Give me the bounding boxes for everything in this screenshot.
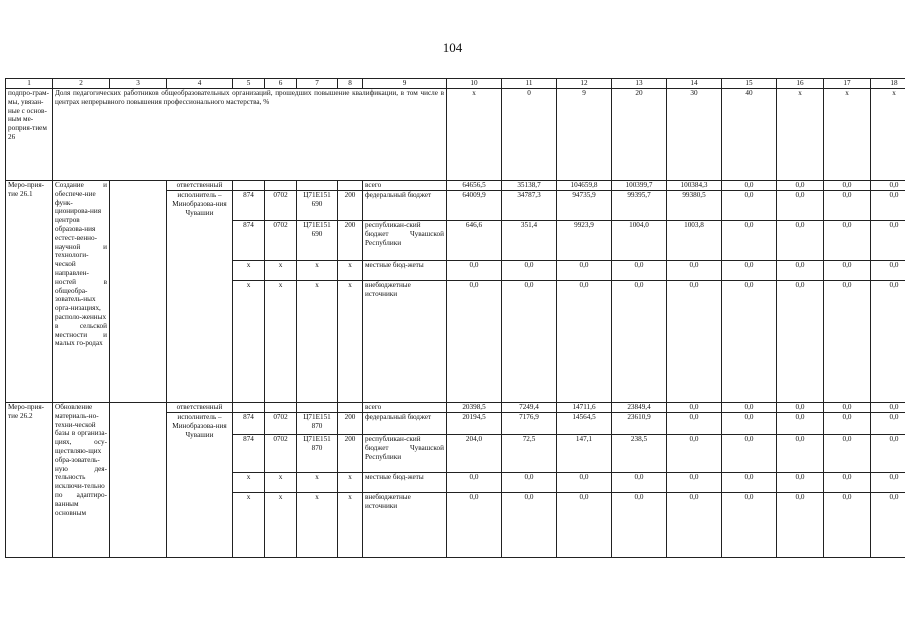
section-code: 0702 [265,435,297,473]
year-value: 0,0 [871,403,905,413]
target-article: x [297,281,338,403]
year-value: 0,0 [777,413,824,435]
indicator-value: x [871,89,905,181]
funding-source: местные бюд-жеты [363,473,447,493]
measure-name: Создание и обеспече-ние функ-ционирова-ния центров образова-ния естест-венно-научной и технологи-ческой направлен-ностей в общеобра-зователь-ных орга-низациях, располо-женных в сельской местности и малых го-родах [53,181,110,403]
year-value: 0,0 [502,473,557,493]
column-header: 8 [338,79,363,89]
year-value: 0,0 [824,403,871,413]
expense-type: x [338,261,363,281]
year-value: 1003,8 [667,221,722,261]
indicator-value: x [777,89,824,181]
expense-type: 200 [338,221,363,261]
target-article: Ц71Е151 690 [297,221,338,261]
year-value: 0,0 [722,493,777,558]
year-value: 0,0 [824,281,871,403]
year-value: 0,0 [722,473,777,493]
year-value: 0,0 [557,261,612,281]
column-header: 1 [6,79,53,89]
year-value: 99380,5 [667,191,722,221]
year-value: 100384,3 [667,181,722,191]
column-header: 13 [612,79,667,89]
year-value: 7249,4 [502,403,557,413]
year-value: 35138,7 [502,181,557,191]
indicator-value: 9 [557,89,612,181]
responsible-executor: исполнитель – Минобразова-ния Чувашии [167,191,233,403]
year-value: 0,0 [447,281,502,403]
section-code: x [265,473,297,493]
target-article: x [297,261,338,281]
column-header: 17 [824,79,871,89]
expense-type: 200 [338,191,363,221]
column-header: 15 [722,79,777,89]
grbs-code [233,403,265,413]
grbs-code: x [233,473,265,493]
year-value: 0,0 [777,493,824,558]
indicator-value: 20 [612,89,667,181]
year-value: 7176,9 [502,413,557,435]
year-value: 0,0 [777,435,824,473]
year-value: 0,0 [667,493,722,558]
year-value: 0,0 [824,221,871,261]
target-article: x [297,493,338,558]
column-header: 14 [667,79,722,89]
year-value: 0,0 [502,261,557,281]
column-header: 7 [297,79,338,89]
year-value: 0,0 [824,493,871,558]
responsible-header: ответственный [167,403,233,413]
grbs-code: x [233,281,265,403]
column-header: 11 [502,79,557,89]
indicator-value: x [447,89,502,181]
funding-source: федеральный бюджет [363,413,447,435]
year-value: 14564,5 [557,413,612,435]
year-value: 0,0 [871,493,905,558]
grbs-code: x [233,493,265,558]
year-value: 0,0 [777,191,824,221]
column-header: 6 [265,79,297,89]
year-value: 0,0 [871,181,905,191]
indicator-label: подпро-грам-мы, увязан-ные с основ-ным ме-роприя-тием 26 [6,89,53,181]
year-value: 0,0 [722,403,777,413]
year-value: 0,0 [612,261,667,281]
expense-type: x [338,281,363,403]
year-value: 0,0 [777,261,824,281]
year-value: 0,0 [777,221,824,261]
section-code: x [265,493,297,558]
expense-type: x [338,493,363,558]
indicator-value: 0 [502,89,557,181]
year-value: 147,1 [557,435,612,473]
year-value: 646,6 [447,221,502,261]
funding-source: федеральный бюджет [363,191,447,221]
target-article: Ц71Е151 870 [297,413,338,435]
year-value: 14711,6 [557,403,612,413]
year-value: 0,0 [667,435,722,473]
year-value: 0,0 [447,493,502,558]
funding-source: внебюджетные источники [363,281,447,403]
year-value: 0,0 [722,261,777,281]
year-value: 0,0 [447,261,502,281]
year-value: 0,0 [824,413,871,435]
year-value: 204,0 [447,435,502,473]
column-header: 12 [557,79,612,89]
funding-source: местные бюд-жеты [363,261,447,281]
expense-type [338,403,363,413]
year-value: 0,0 [824,261,871,281]
year-value: 0,0 [722,281,777,403]
year-value: 0,0 [824,191,871,221]
funding-source: всего [363,181,447,191]
year-value: 0,0 [871,435,905,473]
grbs-code [233,181,265,191]
year-value: 72,5 [502,435,557,473]
target-article: x [297,473,338,493]
column-number-row [6,79,905,89]
expense-type: 200 [338,435,363,473]
year-value: 0,0 [557,281,612,403]
year-value: 23610,9 [612,413,667,435]
section-code: x [265,281,297,403]
year-value: 0,0 [667,413,722,435]
year-value: 99395,7 [612,191,667,221]
year-value: 0,0 [667,403,722,413]
program-table [5,78,905,558]
column-header: 9 [363,79,447,89]
empty-cell [110,403,167,558]
year-value: 64009,9 [447,191,502,221]
column-header: 2 [53,79,110,89]
year-value: 9923,9 [557,221,612,261]
year-value: 351,4 [502,221,557,261]
year-value: 0,0 [667,281,722,403]
year-value: 23849,4 [612,403,667,413]
target-article: Ц71Е151 870 [297,435,338,473]
year-value: 0,0 [667,473,722,493]
indicator-text: Доля педагогических работников общеобразовательных организаций, прошедших повышение квалификации, в том числе в центрах непрерывного повышения профессионального мастерства, % [53,89,447,181]
year-value: 0,0 [871,413,905,435]
year-value: 0,0 [824,473,871,493]
column-header: 4 [167,79,233,89]
year-value: 0,0 [824,181,871,191]
measure-name: Обновление материаль-но-техни-ческой базы в организа-циях, осу-ществляю-щих обра-зователь-ную дея-тельность исключи-тельно по адаптиро-ванным основным [53,403,110,558]
year-value: 0,0 [777,281,824,403]
year-value: 0,0 [557,473,612,493]
section-code: 0702 [265,191,297,221]
funding-source: всего [363,403,447,413]
responsible-executor: исполнитель – Минобразова-ния Чувашии [167,413,233,558]
year-value: 0,0 [502,281,557,403]
year-value: 0,0 [777,181,824,191]
year-value: 94735,9 [557,191,612,221]
column-header: 10 [447,79,502,89]
budget-row [6,403,905,413]
target-article: Ц71Е151 690 [297,191,338,221]
year-value: 0,0 [722,435,777,473]
year-value: 104659,8 [557,181,612,191]
year-value: 100399,7 [612,181,667,191]
page-number: 104 [442,40,463,55]
year-value: 0,0 [871,191,905,221]
grbs-code: 874 [233,221,265,261]
column-header: 5 [233,79,265,89]
year-value: 20194,5 [447,413,502,435]
year-value: 20398,5 [447,403,502,413]
year-value: 0,0 [612,493,667,558]
year-value: 34787,3 [502,191,557,221]
year-value: 0,0 [722,181,777,191]
year-value: 1004,0 [612,221,667,261]
year-value: 0,0 [871,473,905,493]
expense-type [338,181,363,191]
indicator-value: 30 [667,89,722,181]
expense-type: 200 [338,413,363,435]
measure-code: Меро-прия-тие 26.2 [6,403,53,558]
year-value: 0,0 [722,191,777,221]
grbs-code: 874 [233,191,265,221]
budget-row [6,181,905,191]
expense-type: x [338,473,363,493]
year-value: 0,0 [447,473,502,493]
year-value: 0,0 [612,473,667,493]
year-value: 0,0 [722,221,777,261]
responsible-header: ответственный [167,181,233,191]
section-code: x [265,261,297,281]
grbs-code: x [233,261,265,281]
column-header: 3 [110,79,167,89]
section-code: 0702 [265,221,297,261]
indicator-value: 40 [722,89,777,181]
grbs-code: 874 [233,435,265,473]
section-code [265,403,297,413]
year-value: 0,0 [612,281,667,403]
year-value: 0,0 [722,413,777,435]
year-value: 238,5 [612,435,667,473]
indicator-row [6,89,905,181]
target-article [297,403,338,413]
grbs-code: 874 [233,413,265,435]
year-value: 0,0 [777,403,824,413]
year-value: 0,0 [871,281,905,403]
year-value: 0,0 [667,261,722,281]
funding-source: внебюджетные источники [363,493,447,558]
indicator-value: x [824,89,871,181]
year-value: 0,0 [502,493,557,558]
target-article [297,181,338,191]
year-value: 0,0 [824,435,871,473]
year-value: 0,0 [871,261,905,281]
section-code [265,181,297,191]
measure-code: Меро-прия-тие 26.1 [6,181,53,403]
year-value: 0,0 [777,473,824,493]
funding-source: республикан-ский бюджет Чувашской Республики [363,435,447,473]
year-value: 64656,5 [447,181,502,191]
year-value: 0,0 [557,493,612,558]
column-header: 16 [777,79,824,89]
section-code: 0702 [265,413,297,435]
funding-source: республикан-ский бюджет Чувашской Республики [363,221,447,261]
column-header: 18 [871,79,905,89]
empty-cell [110,181,167,403]
year-value: 0,0 [871,221,905,261]
